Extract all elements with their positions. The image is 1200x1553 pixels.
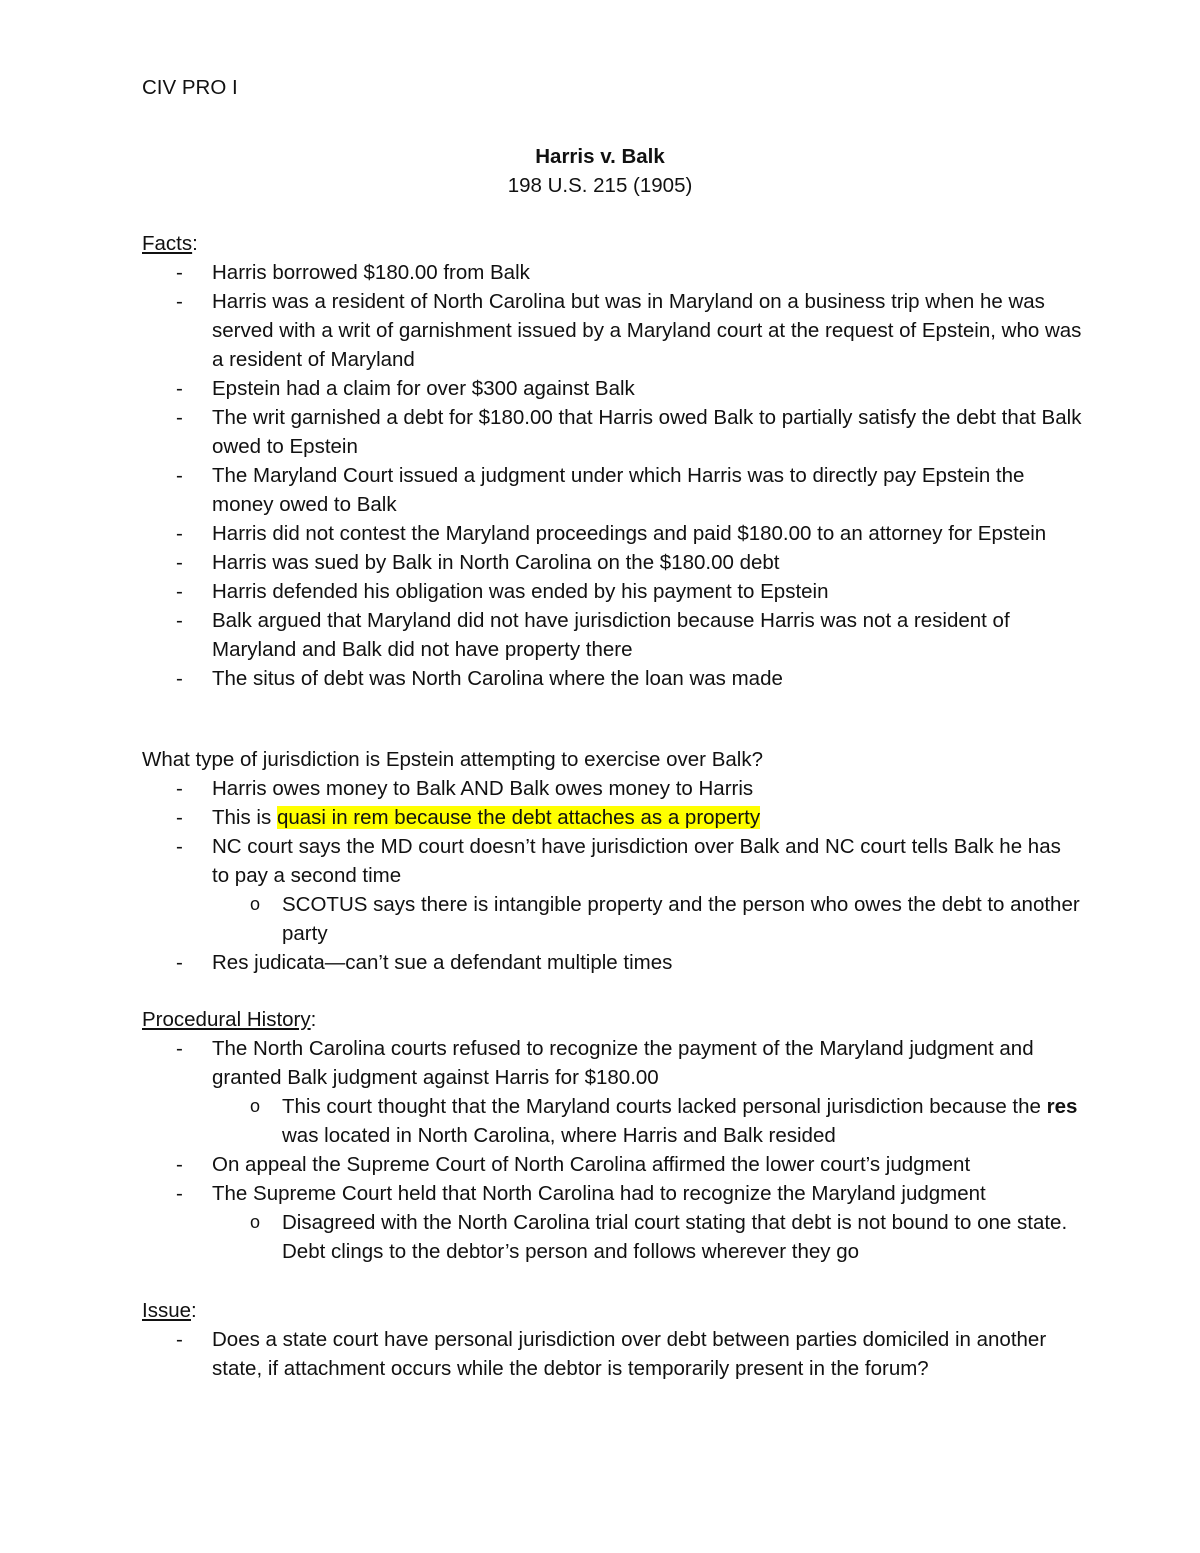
- procedural-list: [142, 1034, 1082, 1266]
- facts-section: [142, 229, 1082, 693]
- list-item: - The writ garnished a debt for $180.00 that Harris owed Balk to partially satisfy the debt that Balk owed to Epstein: [142, 403, 1082, 461]
- procedural-section: [142, 1005, 1082, 1266]
- facts-list: [142, 258, 1082, 693]
- list-item: - The North Carolina courts refused to recognize the payment of the Maryland judgment and granted Balk judgment against Harris for $180.00 o This court thought that the Maryland courts lacked personal jurisdiction because the res was located in North Carolina, where Harris and Balk resided: [142, 1034, 1082, 1150]
- list-item: - Harris did not contest the Maryland proceedings and paid $180.00 to an attorney for Epstein: [142, 519, 1082, 548]
- list-item: - Harris borrowed $180.00 from Balk: [142, 258, 1082, 287]
- issue-heading: Issue:: [142, 1299, 197, 1322]
- facts-heading: Facts:: [142, 232, 198, 255]
- list-item: - This is quasi in rem because the debt attaches as a property: [142, 803, 1082, 832]
- jurisdiction-question: What type of jurisdiction is Epstein attempting to exercise over Balk?: [142, 748, 763, 771]
- sub-list: [212, 1092, 1082, 1150]
- sub-list: [212, 890, 1082, 948]
- list-item: - Harris owes money to Balk AND Balk owes money to Harris: [142, 774, 1082, 803]
- case-citation: 198 U.S. 215 (1905): [507, 174, 693, 197]
- list-item: - Res judicata—can’t sue a defendant multiple times: [142, 948, 1082, 977]
- course-header: CIV PRO I: [142, 76, 238, 99]
- list-item: - The Maryland Court issued a judgment under which Harris was to directly pay Epstein the money owed to Balk: [142, 461, 1082, 519]
- list-item: - Harris defended his obligation was ended by his payment to Epstein: [142, 577, 1082, 606]
- list-item: - Harris was sued by Balk in North Carolina on the $180.00 debt: [142, 548, 1082, 577]
- issue-section: [142, 1296, 1082, 1383]
- issue-list: [142, 1325, 1082, 1383]
- list-item: - Balk argued that Maryland did not have jurisdiction because Harris was not a resident of Maryland and Balk did not have property there: [142, 606, 1082, 664]
- sub-list-item: o Disagreed with the North Carolina trial court stating that debt is not bound to one state. Debt clings to the debtor’s person and follows wherever they go: [212, 1208, 1082, 1266]
- highlighted-text: quasi in rem because the debt attaches as a property: [276, 806, 761, 829]
- case-title: Harris v. Balk: [535, 145, 665, 168]
- sub-list-item: o SCOTUS says there is intangible property and the person who owes the debt to another party: [212, 890, 1082, 948]
- list-item: - Does a state court have personal jurisdiction over debt between parties domiciled in another state, if attachment occurs while the debtor is temporarily present in the forum?: [142, 1325, 1082, 1383]
- jurisdiction-list: [142, 774, 1082, 977]
- procedural-heading: Procedural History:: [142, 1008, 317, 1031]
- list-item: - NC court says the MD court doesn’t have jurisdiction over Balk and NC court tells Balk he has to pay a second time o SCOTUS says there is intangible property and the person who owes the debt to another party: [142, 832, 1082, 948]
- list-item: - On appeal the Supreme Court of North Carolina affirmed the lower court’s judgment: [142, 1150, 1082, 1179]
- jurisdiction-section: [142, 745, 1082, 977]
- list-item: - Harris was a resident of North Carolina but was in Maryland on a business trip when he was served with a writ of garnishment issued by a Maryland court at the request of Epstein, who was a resident of Maryland: [142, 287, 1082, 374]
- list-item: - The Supreme Court held that North Carolina had to recognize the Maryland judgment o Disagreed with the North Carolina trial court stating that debt is not bound to one state. Debt clings to the debtor’s person and follows wherever they go: [142, 1179, 1082, 1266]
- sub-list-item: o This court thought that the Maryland courts lacked personal jurisdiction because the res was located in North Carolina, where Harris and Balk resided: [212, 1092, 1082, 1150]
- list-item: - Epstein had a claim for over $300 against Balk: [142, 374, 1082, 403]
- sub-list: [212, 1208, 1082, 1266]
- list-item: - The situs of debt was North Carolina where the loan was made: [142, 664, 1082, 693]
